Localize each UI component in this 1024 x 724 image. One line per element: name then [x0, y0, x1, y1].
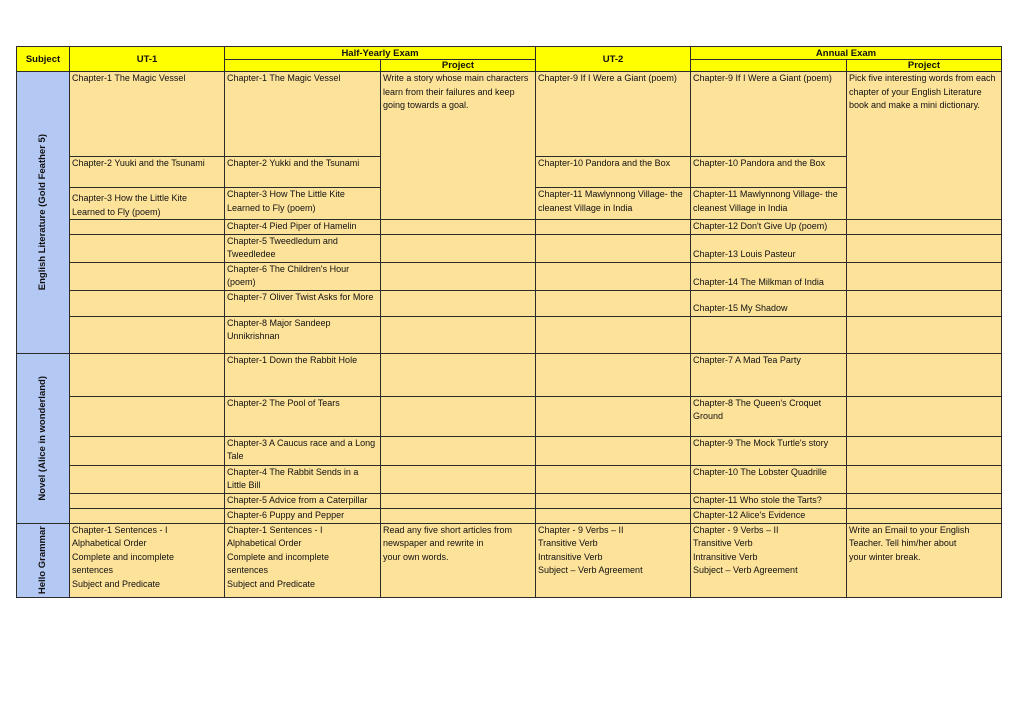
header-ut2: UT-2 — [536, 47, 691, 72]
cell — [536, 436, 691, 465]
table-row — [17, 234, 1002, 262]
cell — [847, 436, 1002, 465]
cell — [70, 465, 225, 493]
cell — [847, 465, 1002, 493]
cell: Chapter-3 How The Little Kite Learned to Fly (poem) — [225, 188, 381, 220]
cell — [691, 316, 847, 353]
table-row — [17, 436, 1002, 465]
project-cell: Write an Email to your English Teacher. Tell him/her about your winter break. — [847, 523, 1002, 597]
table-row — [17, 396, 1002, 436]
cell: Chapter-10 Pandora and the Box — [691, 157, 847, 188]
header-annual-subcol — [691, 60, 847, 72]
cell: Chapter-12 Don't Give Up (poem) — [691, 220, 847, 235]
table-row — [17, 262, 1002, 290]
cell — [847, 290, 1002, 316]
cell: Chapter-13 Louis Pasteur — [691, 234, 847, 262]
header-annual: Annual Exam — [691, 47, 1002, 60]
cell — [70, 396, 225, 436]
cell — [847, 493, 1002, 508]
table-row — [17, 220, 1002, 235]
cell: Chapter - 9 Verbs – II Transitive Verb Intransitive Verb Subject – Verb Agreement — [536, 523, 691, 597]
cell — [381, 290, 536, 316]
subject-label: Novel (Alice in wonderland) — [37, 375, 49, 501]
cell: Chapter-1 The Magic Vessel — [225, 72, 381, 157]
cell: Chapter-11 Who stole the Tarts? — [691, 493, 847, 508]
cell: Chapter-10 The Lobster Quadrille — [691, 465, 847, 493]
cell: Chapter-8 The Queen's Croquet Ground — [691, 396, 847, 436]
cell: Chapter - 9 Verbs – II Transitive Verb Intransitive Verb Subject – Verb Agreement — [691, 523, 847, 597]
cell: Chapter-5 Advice from a Caterpillar — [225, 493, 381, 508]
cell: Chapter-11 Mawlynnong Village- the cleanest Village in India — [536, 188, 691, 220]
cell — [847, 353, 1002, 396]
cell — [70, 316, 225, 353]
cell: Chapter-4 The Rabbit Sends in a Little Bill — [225, 465, 381, 493]
subject-label: Hello Grammar — [37, 525, 49, 595]
cell — [381, 396, 536, 436]
cell — [381, 262, 536, 290]
cell — [536, 508, 691, 523]
cell — [70, 220, 225, 235]
subject-grammar — [17, 523, 70, 597]
cell: Chapter-3 A Caucus race and a Long Tale — [225, 436, 381, 465]
cell: Chapter-11 Mawlynnong Village- the cleanest Village in India — [691, 188, 847, 220]
cell — [381, 234, 536, 262]
cell: Chapter-15 My Shadow — [691, 290, 847, 316]
cell — [847, 316, 1002, 353]
header-annual-project: Project — [847, 60, 1002, 72]
cell — [536, 465, 691, 493]
cell: Chapter-8 Major Sandeep Unnikrishnan — [225, 316, 381, 353]
cell: Chapter-2 Yukki and the Tsunami — [225, 157, 381, 188]
cell: Chapter-6 Puppy and Pepper — [225, 508, 381, 523]
cell — [70, 188, 225, 220]
subject-novel — [17, 353, 70, 523]
cell: Chapter-12 Alice's Evidence — [691, 508, 847, 523]
cell — [536, 316, 691, 353]
cell-text: Chapter-3 How the Little Kite Learned to Fly (poem) — [72, 193, 188, 217]
cell — [847, 220, 1002, 235]
cell — [536, 353, 691, 396]
cell: Chapter-14 The Milkman of India — [691, 262, 847, 290]
cell — [847, 396, 1002, 436]
cell — [381, 220, 536, 235]
cell: Chapter-7 Oliver Twist Asks for More — [225, 290, 381, 316]
cell: Chapter-9 The Mock Turtle's story — [691, 436, 847, 465]
cell: Chapter-1 Sentences - I Alphabetical Order Complete and incomplete sentences Subject and Predicate — [225, 523, 381, 597]
cell — [381, 493, 536, 508]
table-row — [17, 465, 1002, 493]
cell — [381, 436, 536, 465]
table-row — [17, 508, 1002, 523]
subject-label: English Literature (Gold Feather 5) — [37, 134, 49, 291]
cell — [536, 396, 691, 436]
cell: Chapter-2 Yuuki and the Tsunami — [70, 157, 225, 188]
cell: Chapter-6 The Children's Hour (poem) — [225, 262, 381, 290]
cell — [847, 262, 1002, 290]
project-cell: Read any five short articles from newspaper and rewrite in your own words. — [381, 523, 536, 597]
cell: Chapter-9 If I Were a Giant (poem) — [536, 72, 691, 157]
cell — [70, 290, 225, 316]
cell — [536, 290, 691, 316]
cell: Chapter-2 The Pool of Tears — [225, 396, 381, 436]
cell: Chapter-1 The Magic Vessel — [70, 72, 225, 157]
table-row — [17, 523, 1002, 597]
syllabus-table — [16, 46, 1002, 598]
cell — [847, 234, 1002, 262]
cell: Chapter-9 If I Were a Giant (poem) — [691, 72, 847, 157]
cell — [381, 316, 536, 353]
cell — [536, 262, 691, 290]
cell: Chapter-7 A Mad Tea Party — [691, 353, 847, 396]
header-subject: Subject — [17, 47, 70, 72]
table-row — [17, 353, 1002, 396]
cell — [70, 436, 225, 465]
cell — [847, 508, 1002, 523]
cell: Chapter-1 Down the Rabbit Hole — [225, 353, 381, 396]
header-half-project: Project — [381, 60, 536, 72]
cell — [70, 493, 225, 508]
table-row — [17, 493, 1002, 508]
header-ut1: UT-1 — [70, 47, 225, 72]
table-row — [17, 72, 1002, 157]
cell: Chapter-10 Pandora and the Box — [536, 157, 691, 188]
cell — [70, 353, 225, 396]
cell — [381, 508, 536, 523]
cell — [381, 465, 536, 493]
cell — [70, 234, 225, 262]
subject-english — [17, 72, 70, 354]
project-cell: Pick five interesting words from each chapter of your English Literature book and make a mini dictionary. — [847, 72, 1002, 220]
project-cell: Write a story whose main characters learn from their failures and keep going towards a goal. — [381, 72, 536, 220]
cell: Chapter-4 Pied Piper of Hamelin — [225, 220, 381, 235]
header-half-subcol — [225, 60, 381, 72]
header-half-yearly: Half-Yearly Exam — [225, 47, 536, 60]
cell: Chapter-5 Tweedledum and Tweedledee — [225, 234, 381, 262]
table-row — [17, 316, 1002, 353]
cell — [70, 262, 225, 290]
cell — [536, 220, 691, 235]
cell — [381, 353, 536, 396]
cell — [536, 493, 691, 508]
cell: Chapter-1 Sentences - I Alphabetical Order Complete and incomplete sentences Subject and Predicate — [70, 523, 225, 597]
cell — [536, 234, 691, 262]
table-row — [17, 290, 1002, 316]
cell — [70, 508, 225, 523]
